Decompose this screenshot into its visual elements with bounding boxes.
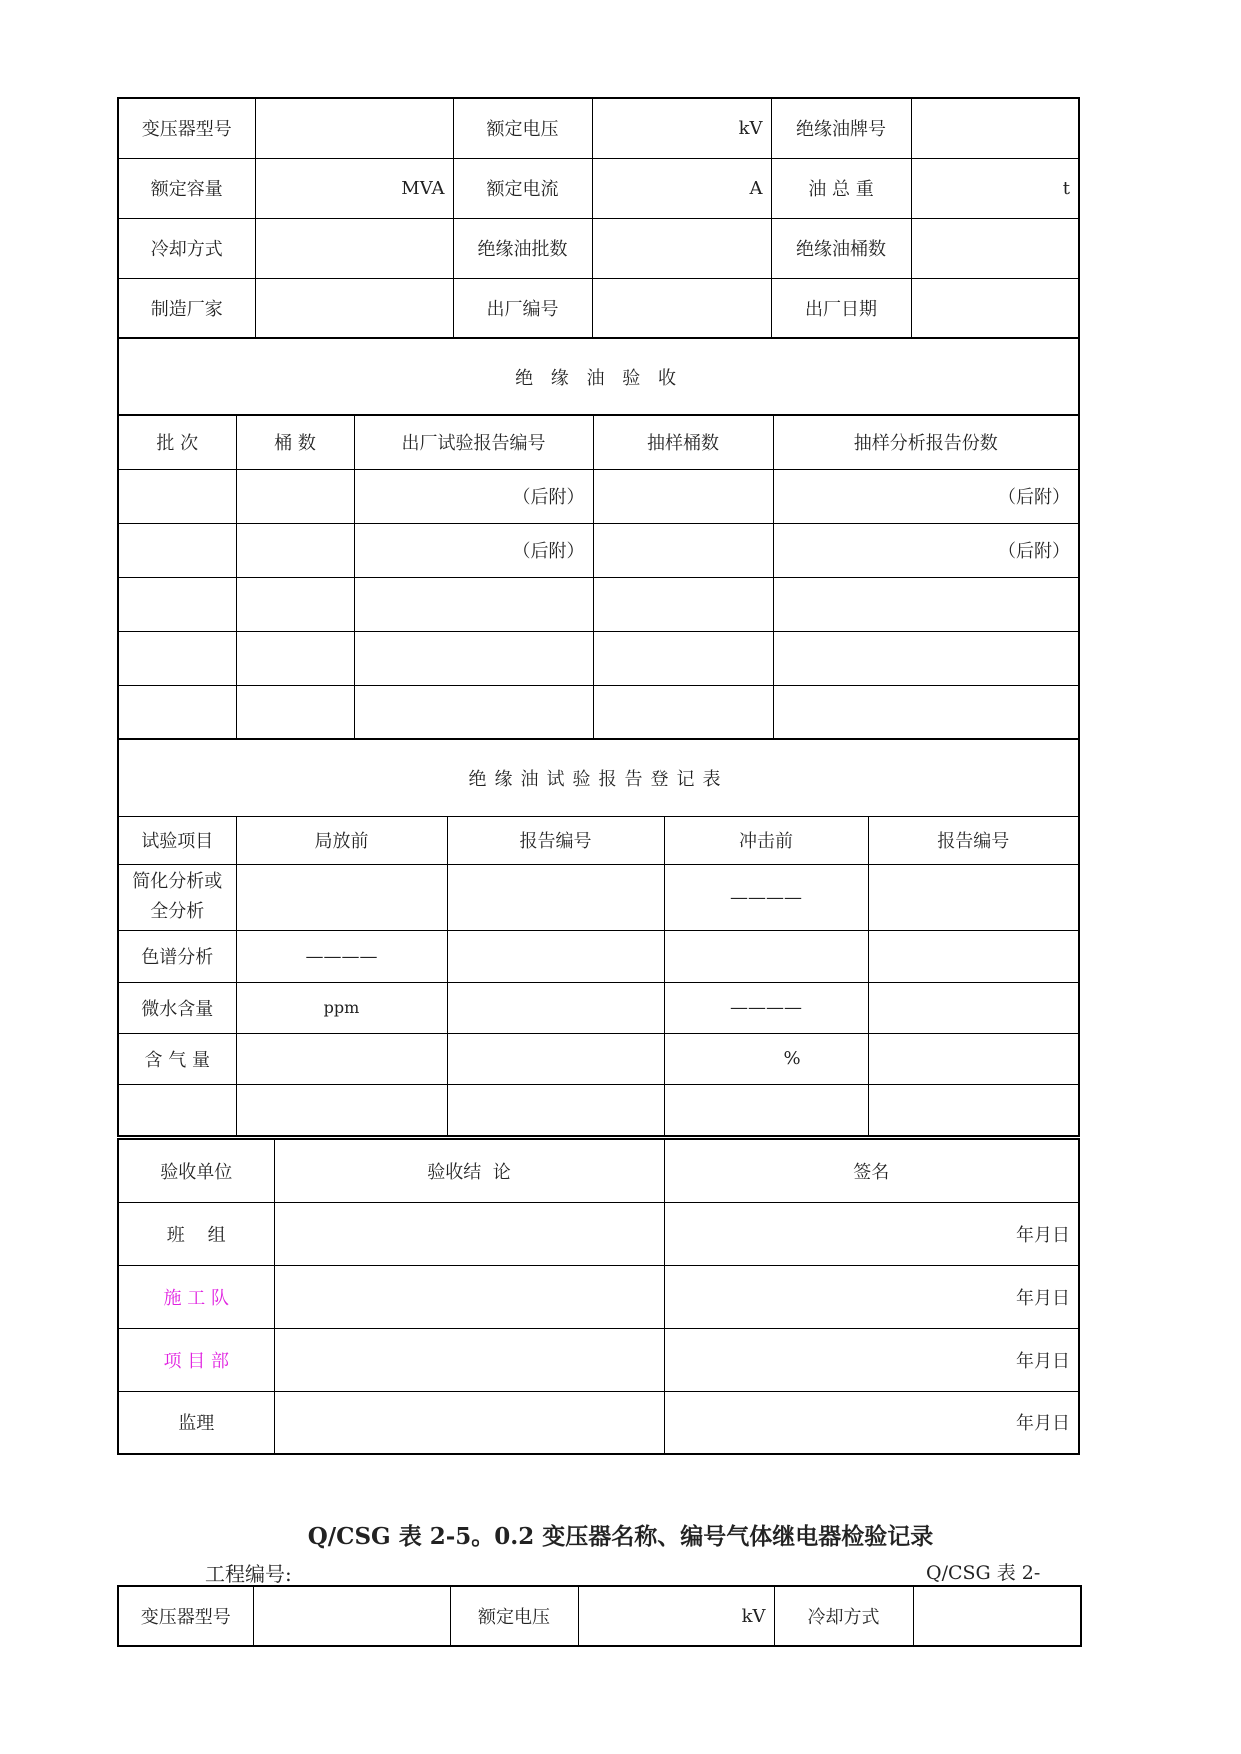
conclusion-header: 验收结 论 — [274, 1139, 664, 1202]
factory-report-cell[interactable]: （后附） — [354, 523, 593, 577]
table-row — [118, 523, 1079, 577]
before-pd-header: 局放前 — [236, 816, 447, 864]
date-value[interactable] — [911, 278, 1079, 338]
report-no-cell[interactable] — [447, 982, 664, 1033]
next-cooling-label: 冷却方式 — [774, 1586, 913, 1646]
before-pd-cell[interactable] — [236, 864, 447, 930]
sample-report-cell[interactable] — [773, 577, 1079, 631]
next-form-table — [117, 1585, 1082, 1647]
cooling-label: 冷却方式 — [118, 218, 255, 278]
batch-cell[interactable] — [118, 685, 236, 739]
unit-supervision: 监理 — [118, 1391, 274, 1454]
before-pd-cell[interactable]: ppm — [236, 982, 447, 1033]
batch-cell[interactable] — [118, 577, 236, 631]
cooling-value[interactable] — [255, 218, 453, 278]
sample-report-cell[interactable] — [773, 685, 1079, 739]
before-pd-cell[interactable] — [236, 1084, 447, 1136]
table-row — [118, 1265, 1079, 1328]
rated-voltage-label: 额定电压 — [453, 98, 592, 158]
test-item-header: 试验项目 — [118, 816, 236, 864]
factory-report-header: 出厂试验报告编号 — [354, 415, 593, 469]
rated-current-unit[interactable]: A — [592, 158, 771, 218]
unit-construction-team: 施 工 队 — [118, 1265, 274, 1328]
test-item-micro-water: 微水含量 — [118, 982, 236, 1033]
table-row — [118, 864, 1079, 930]
test-item-blank[interactable] — [118, 1084, 236, 1136]
report-no-cell[interactable] — [447, 1033, 664, 1084]
capacity-label: 额定容量 — [118, 158, 255, 218]
oil-brand-label: 绝缘油牌号 — [771, 98, 911, 158]
oil-acceptance-title: 绝 缘 油 验 收 — [118, 338, 1079, 415]
barrel-cell[interactable] — [236, 469, 354, 523]
test-item-gas-content: 含 气 量 — [118, 1033, 236, 1084]
oil-acceptance-table — [117, 337, 1080, 740]
oil-weight-label: 油 总 重 — [771, 158, 911, 218]
maker-label: 制造厂家 — [118, 278, 255, 338]
oil-brand-value[interactable] — [911, 98, 1079, 158]
factory-report-cell[interactable] — [354, 631, 593, 685]
oil-batch-value[interactable] — [592, 218, 771, 278]
conclusion-cell[interactable] — [274, 1391, 664, 1454]
rated-current-label: 额定电流 — [453, 158, 592, 218]
sample-barrel-cell[interactable] — [593, 469, 773, 523]
before-impact-cell[interactable]: ———— — [664, 864, 868, 930]
barrel-cell[interactable] — [236, 577, 354, 631]
oil-barrel-label: 绝缘油桶数 — [771, 218, 911, 278]
factory-report-cell[interactable] — [354, 685, 593, 739]
conclusion-cell[interactable] — [274, 1328, 664, 1391]
report-no-cell[interactable] — [868, 1084, 1079, 1136]
table-row — [118, 1391, 1079, 1454]
sample-report-cell[interactable]: （后附） — [773, 523, 1079, 577]
table-row — [118, 982, 1079, 1033]
report-no-cell[interactable] — [868, 930, 1079, 982]
form-code: Q/CSG 表 2- — [926, 1562, 1041, 1584]
capacity-unit[interactable]: MVA — [255, 158, 453, 218]
report-no-cell[interactable] — [447, 864, 664, 930]
test-item-chromatography: 色谱分析 — [118, 930, 236, 982]
table-row — [118, 930, 1079, 982]
oil-batch-label: 绝缘油批数 — [453, 218, 592, 278]
report-no-header-1: 报告编号 — [447, 816, 664, 864]
serial-value[interactable] — [592, 278, 771, 338]
batch-cell[interactable] — [118, 631, 236, 685]
maker-value[interactable] — [255, 278, 453, 338]
report-no-cell[interactable] — [868, 982, 1079, 1033]
conclusion-cell[interactable] — [274, 1202, 664, 1265]
table-row — [118, 577, 1079, 631]
unit-header: 验收单位 — [118, 1139, 274, 1202]
test-item-simplified: 简化分析或全分析 — [118, 864, 236, 930]
oil-weight-unit[interactable]: t — [911, 158, 1079, 218]
next-voltage-unit[interactable]: kV — [578, 1586, 774, 1646]
report-no-cell[interactable] — [447, 1084, 664, 1136]
next-model-label: 变压器型号 — [118, 1586, 253, 1646]
before-pd-cell[interactable]: ———— — [236, 930, 447, 982]
next-rated-voltage-label: 额定电压 — [450, 1586, 578, 1646]
before-impact-cell[interactable]: ———— — [664, 982, 868, 1033]
before-impact-header: 冲击前 — [664, 816, 868, 864]
batch-cell[interactable] — [118, 523, 236, 577]
conclusion-cell[interactable] — [274, 1265, 664, 1328]
report-no-cell[interactable] — [868, 864, 1079, 930]
sample-barrel-cell[interactable] — [593, 523, 773, 577]
report-no-cell[interactable] — [868, 1033, 1079, 1084]
signoff-table — [117, 1138, 1080, 1455]
factory-report-cell[interactable]: （后附） — [354, 469, 593, 523]
next-model-value[interactable] — [253, 1586, 450, 1646]
oil-barrel-value[interactable] — [911, 218, 1079, 278]
project-no-label: 工程编号: — [205, 1562, 292, 1586]
table-row — [118, 469, 1079, 523]
before-pd-cell[interactable] — [236, 1033, 447, 1084]
barrel-cell[interactable] — [236, 523, 354, 577]
transformer-spec-table — [117, 97, 1080, 339]
factory-report-cell[interactable] — [354, 577, 593, 631]
signature-date[interactable]: 年月日 — [664, 1328, 1079, 1391]
barrel-cell[interactable] — [236, 631, 354, 685]
batch-cell[interactable] — [118, 469, 236, 523]
sample-barrel-cell[interactable] — [593, 685, 773, 739]
signature-date[interactable]: 年月日 — [664, 1391, 1079, 1454]
sample-barrel-header: 抽样桶数 — [593, 415, 773, 469]
table-row — [118, 631, 1079, 685]
sample-report-cell[interactable] — [773, 631, 1079, 685]
batch-header: 批 次 — [118, 415, 236, 469]
sample-report-cell[interactable]: （后附） — [773, 469, 1079, 523]
sample-report-header: 抽样分析报告份数 — [773, 415, 1079, 469]
signature-date[interactable]: 年月日 — [664, 1202, 1079, 1265]
next-cooling-value[interactable] — [913, 1586, 1081, 1646]
model-value[interactable] — [255, 98, 453, 158]
unit-project-dept: 项 目 部 — [118, 1328, 274, 1391]
barrel-cell[interactable] — [236, 685, 354, 739]
table-row — [118, 1328, 1079, 1391]
report-no-header-2: 报告编号 — [868, 816, 1079, 864]
table-row — [118, 685, 1079, 739]
oil-test-register-table — [117, 738, 1080, 1137]
report-no-cell[interactable] — [447, 930, 664, 982]
unit-team: 班 组 — [118, 1202, 274, 1265]
date-label: 出厂日期 — [771, 278, 911, 338]
rated-voltage-unit[interactable]: kV — [592, 98, 771, 158]
signature-date[interactable]: 年月日 — [664, 1265, 1079, 1328]
signature-header: 签名 — [664, 1139, 1079, 1202]
sample-barrel-cell[interactable] — [593, 631, 773, 685]
sample-barrel-cell[interactable] — [593, 577, 773, 631]
barrel-header: 桶 数 — [236, 415, 354, 469]
table-row — [118, 1033, 1079, 1084]
before-impact-cell[interactable]: % — [664, 1033, 868, 1084]
before-impact-cell[interactable] — [664, 930, 868, 982]
table-row — [118, 1084, 1079, 1136]
oil-test-register-title: 绝缘油试验报告登记表 — [118, 739, 1079, 816]
next-form-title: Q/CSG 表 2-5。0.2 变压器名称、编号气体继电器检验记录 — [307, 1523, 934, 1550]
model-label: 变压器型号 — [118, 98, 255, 158]
serial-label: 出厂编号 — [453, 278, 592, 338]
before-impact-cell[interactable] — [664, 1084, 868, 1136]
table-row — [118, 1202, 1079, 1265]
